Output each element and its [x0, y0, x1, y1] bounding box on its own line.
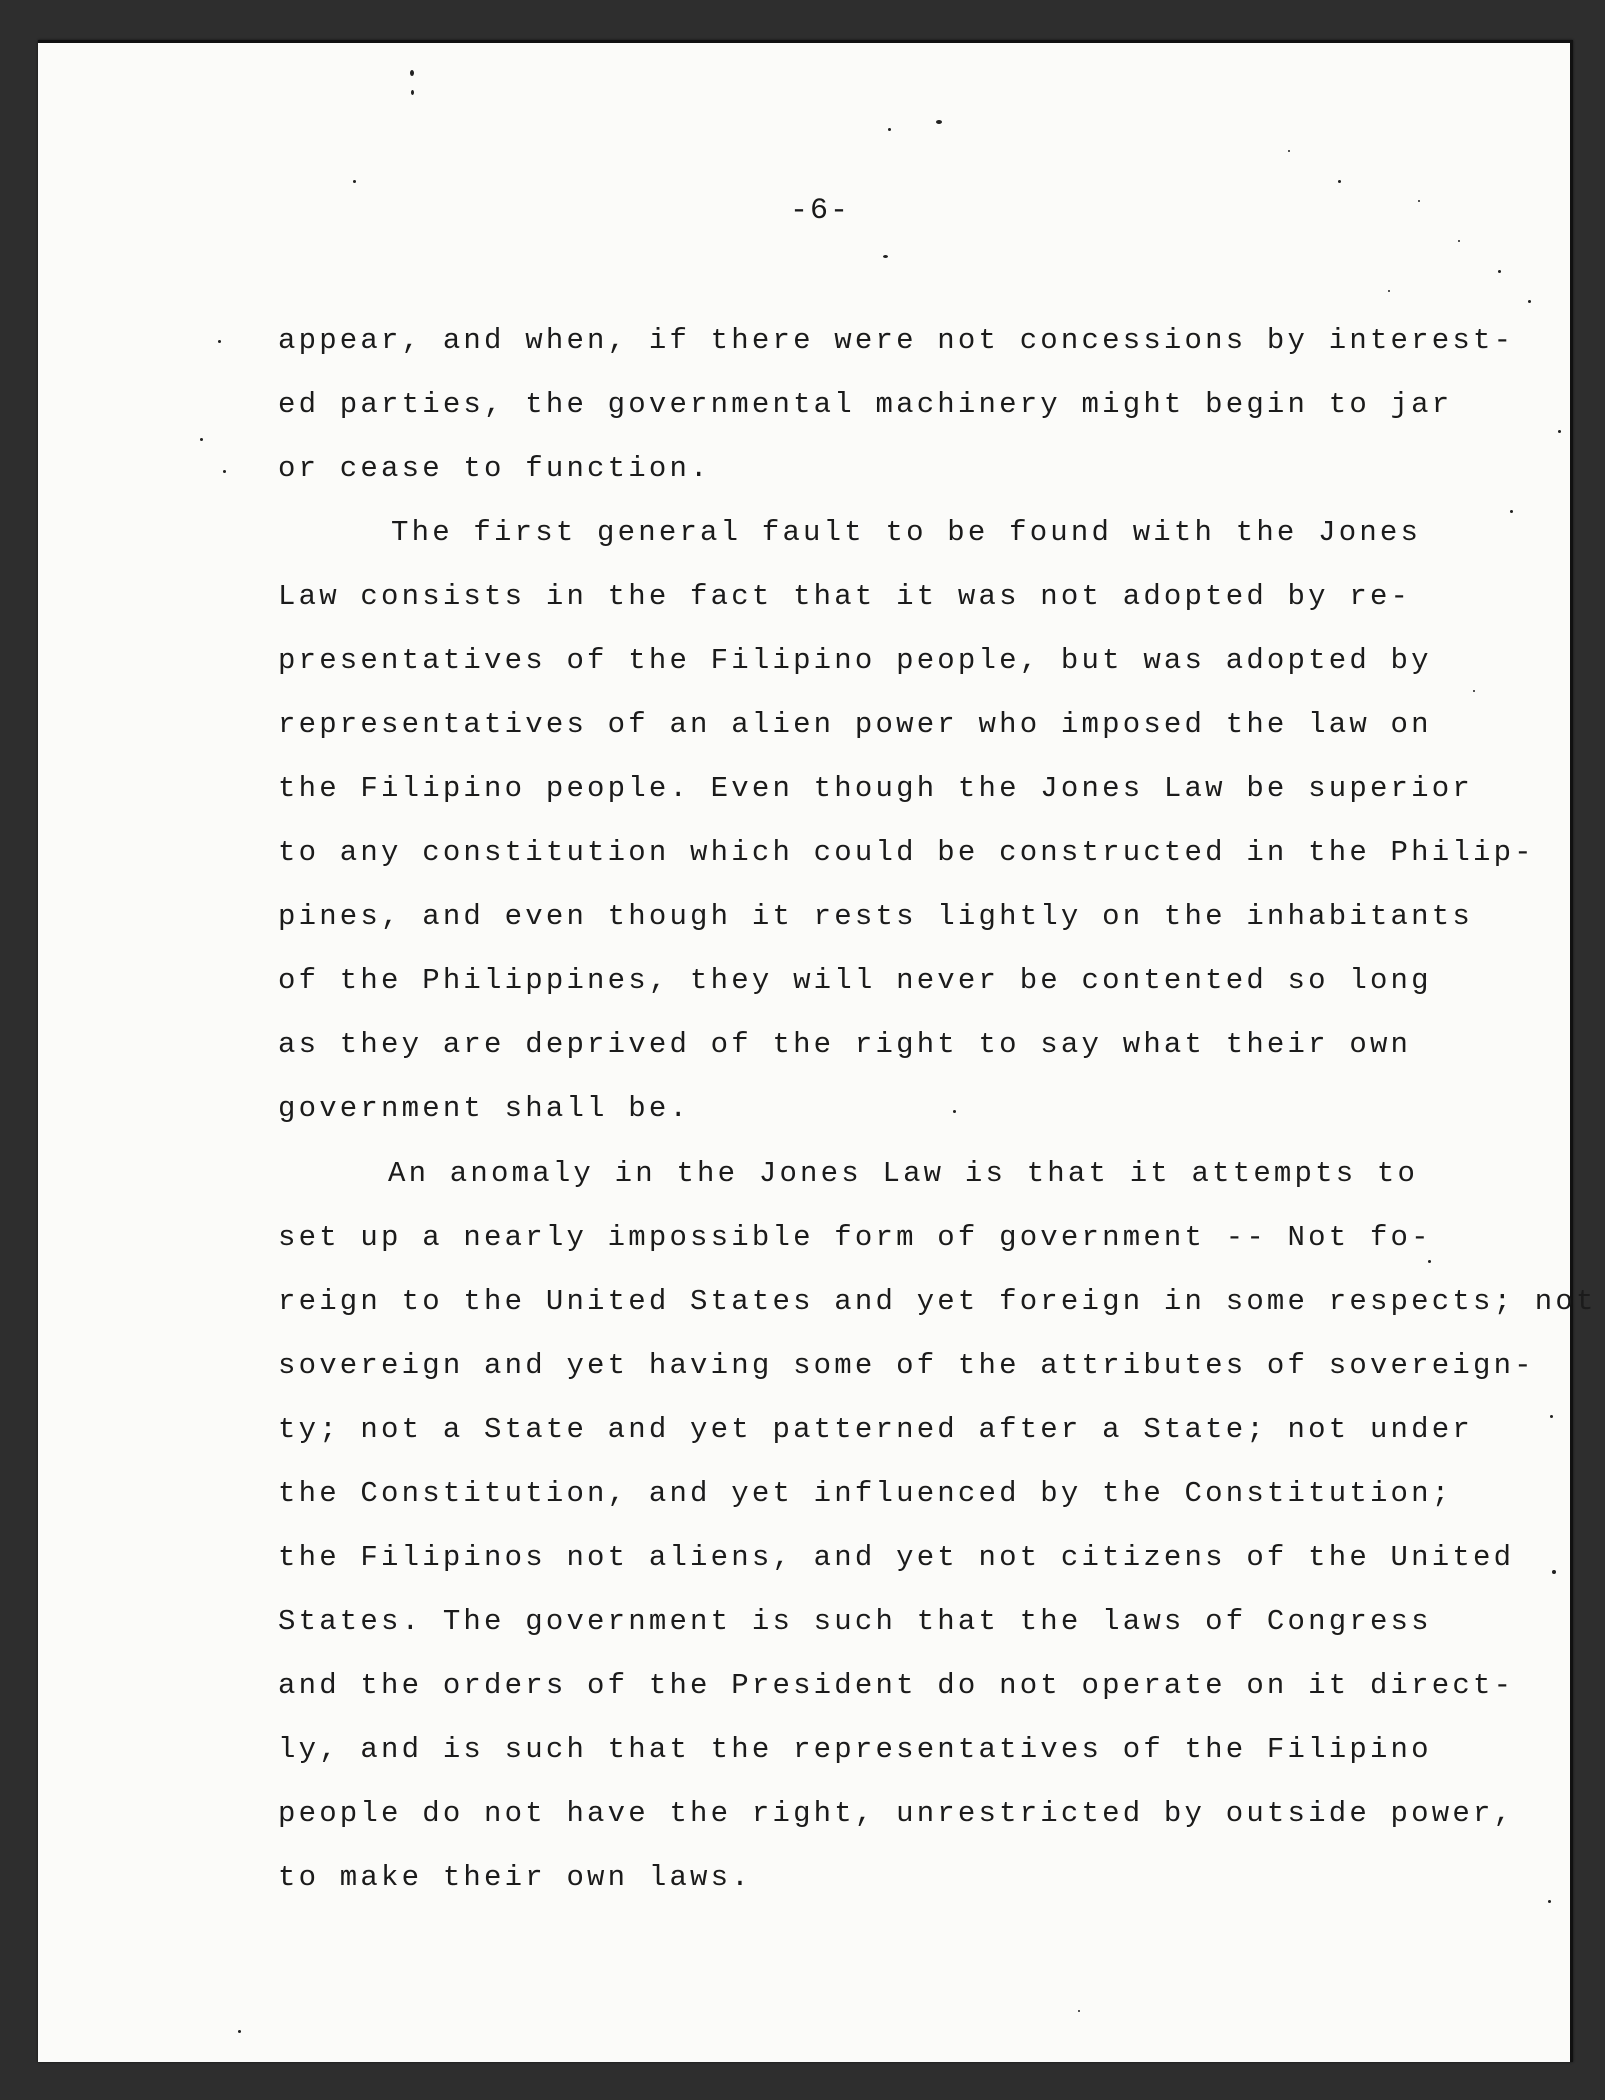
text-line: set up a nearly impossible form of government -- Not fo-	[278, 1221, 1432, 1254]
text-line: government shall be.	[278, 1092, 691, 1125]
speck	[1418, 200, 1420, 202]
text-line: States. The government is such that the laws of Congress	[278, 1605, 1432, 1638]
text-line: to any constitution which could be constructed in the Philip-	[278, 836, 1535, 869]
text-line: people do not have the right, unrestricted by outside power,	[278, 1797, 1515, 1830]
speck	[1498, 270, 1501, 273]
speck	[411, 90, 414, 95]
speck	[223, 470, 226, 473]
text-line: An anomaly in the Jones Law is that it attempts to	[388, 1157, 1419, 1190]
text-line: representatives of an alien power who imposed the law on	[278, 708, 1432, 741]
speck	[953, 1110, 956, 1113]
speck	[888, 128, 891, 131]
text-line: to make their own laws.	[278, 1861, 752, 1894]
text-line: as they are deprived of the right to say what their own	[278, 1028, 1412, 1061]
text-line: ly, and is such that the representatives of the Filipino	[278, 1733, 1432, 1766]
speck	[1550, 1415, 1553, 1418]
speck	[1288, 150, 1290, 152]
speck	[1388, 290, 1390, 292]
text-line: or cease to function.	[278, 452, 711, 485]
document-page	[38, 40, 1597, 2062]
text-line: the Filipinos not aliens, and yet not citizens of the United	[278, 1541, 1515, 1574]
speck	[353, 180, 356, 183]
speck	[1473, 690, 1475, 692]
text-line: reign to the United States and yet foreign in some respects; not	[278, 1285, 1597, 1318]
speck	[936, 120, 942, 124]
speck	[1558, 430, 1561, 433]
speck	[238, 2030, 241, 2033]
speck	[1528, 300, 1531, 303]
speck	[1428, 1260, 1431, 1263]
text-line: ty; not a State and yet patterned after a State; not under	[278, 1413, 1473, 1446]
text-line: appear, and when, if there were not concessions by interest-	[278, 324, 1515, 357]
text-line: and the orders of the President do not operate on it direct-	[278, 1669, 1515, 1702]
text-line: the Constitution, and yet influenced by the Constitution;	[278, 1477, 1453, 1510]
text-line: sovereign and yet having some of the attributes of sovereign-	[278, 1349, 1535, 1382]
speck	[883, 255, 888, 258]
text-line: of the Philippines, they will never be contented so long	[278, 964, 1432, 997]
speck	[410, 70, 414, 76]
text-line: ed parties, the governmental machinery might begin to jar	[278, 388, 1453, 421]
text-line: Law consists in the fact that it was not adopted by re-	[278, 580, 1412, 613]
text-line: pines, and even though it rests lightly on the inhabitants	[278, 900, 1473, 933]
page-right-edge	[1570, 40, 1573, 2062]
text-line: presentatives of the Filipino people, but was adopted by	[278, 644, 1432, 677]
speck	[218, 340, 221, 343]
speck	[1458, 240, 1460, 242]
page-number: -6-	[790, 194, 851, 228]
speck	[1338, 180, 1341, 183]
speck	[200, 438, 203, 441]
text-line: The first general fault to be found with the Jones	[391, 516, 1422, 549]
page-top-edge	[38, 40, 1573, 43]
speck	[1552, 1570, 1556, 1574]
speck	[1548, 1900, 1551, 1903]
speck	[1078, 2010, 1080, 2012]
text-line: the Filipino people. Even though the Jones Law be superior	[278, 772, 1473, 805]
speck	[1510, 510, 1513, 513]
